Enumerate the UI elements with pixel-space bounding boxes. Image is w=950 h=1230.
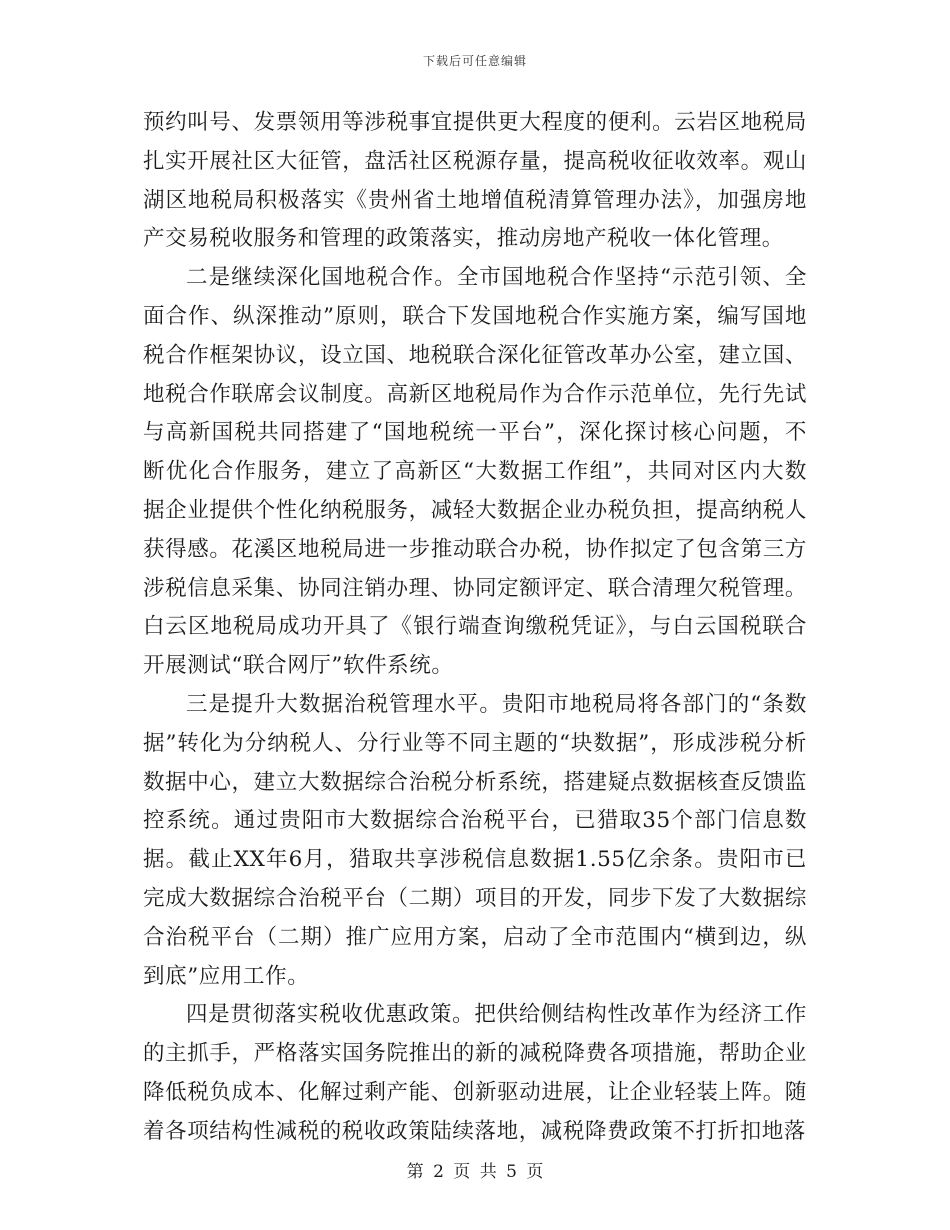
paragraph: 四是贯彻落实税收优惠政策。把供给侧结构性改革作为经济工作的主抓手，严格落实国务院推出的新的减税降费各项措施，帮助企业降低税负成本、化解过剩产能、创新驱动进展，让企业轻装上阵。随着各项结构性减税的税收政策陆续落地，减税降费政策不打折扣地落 bbox=[143, 1002, 807, 1144]
footer-mid: 页 共 bbox=[453, 1162, 497, 1182]
total-pages-number: 5 bbox=[506, 1162, 517, 1182]
page-number-footer bbox=[0, 1157, 950, 1182]
current-page-number: 2 bbox=[433, 1162, 444, 1182]
paragraph: 三是提升大数据治税管理水平。贵阳市地税局将各部门的“条数据”转化为分纳税人、分行业等不同主题的“块数据”，形成涉税分析数据中心，建立大数据综合治税分析系统，搭建疑点数据核查反馈监控系统。通过贵阳市大数据综合治税平台，已猎取35个部门信息数据。截止XX年6月，猎取共享涉税信息数据1.55亿余条。贵阳市已完成大数据综合治税平台（二期）项目的开发，同步下发了大数据综合治税平台（二期）推广应用方案，启动了全市范围内“横到边，纵到底”应用工作。 bbox=[143, 691, 807, 989]
document-body bbox=[143, 104, 807, 1152]
paragraph: 二是继续深化国地税合作。全市国地税合作坚持“示范引领、全面合作、纵深推动”原则，联合下发国地税合作实施方案，编写国地税合作框架协议，设立国、地税联合深化征管改革办公室，建立国、地税合作联席会议制度。高新区地税局作为合作示范单位，先行先试与高新国税共同搭建了“国地税统一平台”，深化探讨核心问题，不断优化合作服务，建立了高新区“大数据工作组”，共同对区内大数据企业提供个性化纳税服务，减轻大数据企业办税负担，提高纳税人获得感。花溪区地税局进一步推动联合办税，协作拟定了包含第三方涉税信息采集、协同注销办理、协同定额评定、联合清理欠税管理。白云区地税局成功开具了《银行端查询缴税凭证》，与白云国税联合开展测试“联合网厅”软件系统。 bbox=[143, 265, 807, 679]
paragraph: 预约叫号、发票领用等涉税事宜提供更大程度的便利。云岩区地税局扎实开展社区大征管，盘活社区税源存量，提高税收征收效率。观山湖区地税局积极落实《贵州省土地增值税清算管理办法》，加强房地产交易税收服务和管理的政策落实，推动房地产税收一体化管理。 bbox=[143, 110, 807, 252]
header-note: 下载后可任意编辑 bbox=[422, 54, 527, 68]
footer-suffix: 页 bbox=[526, 1162, 544, 1182]
footer-prefix: 第 bbox=[406, 1162, 424, 1182]
